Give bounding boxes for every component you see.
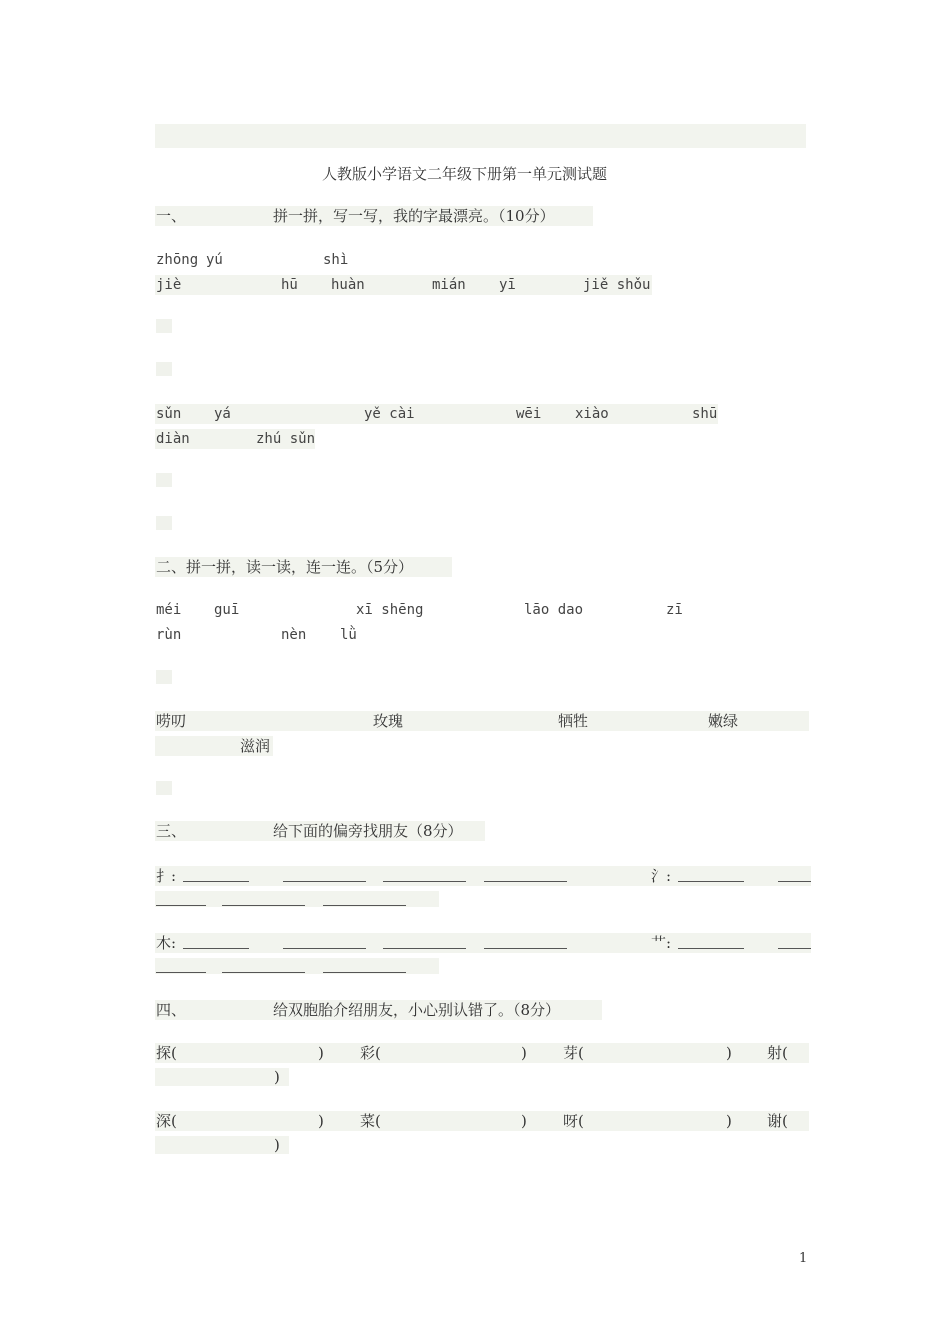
word: 牺牲: [558, 712, 589, 730]
pinyin-row-band: [155, 404, 718, 424]
section-3-heading: 给下面的偏旁找朋友（8分）: [273, 822, 463, 840]
pinyin: guī: [214, 602, 240, 618]
writing-box: [156, 473, 172, 487]
writing-box: [156, 362, 172, 376]
close-paren: ): [274, 1068, 280, 1086]
answer-line[interactable]: [678, 881, 744, 882]
pinyin: jiě shǒu: [583, 277, 651, 293]
word: 唠叨: [156, 712, 187, 730]
answer-line[interactable]: [156, 972, 206, 973]
section-1-heading: 拼一拼，写一写，我的字最漂亮。（10分）: [273, 207, 555, 225]
radical-row-band: [155, 933, 811, 953]
radical-label: 扌:: [156, 867, 177, 885]
twins-row-band: [155, 1111, 809, 1131]
pinyin: rùn: [156, 627, 182, 643]
section-4-number: 四、: [156, 1001, 187, 1019]
answer-line[interactable]: [323, 972, 406, 973]
writing-box: [156, 670, 172, 684]
close-paren: ): [274, 1136, 280, 1154]
pinyin: diàn: [156, 431, 190, 447]
word: 玫瑰: [373, 712, 404, 730]
pinyin: lǜ: [340, 627, 357, 643]
close-paren: ): [318, 1044, 324, 1062]
section-1-number: 一、: [156, 207, 187, 225]
writing-box: [156, 319, 172, 333]
word: 嫩绿: [708, 712, 739, 730]
close-paren: ): [521, 1112, 527, 1130]
pinyin: yá: [214, 406, 231, 422]
pinyin: lāo dao: [524, 602, 584, 618]
answer-line[interactable]: [156, 905, 206, 906]
twin-char: 深(: [156, 1112, 177, 1130]
pinyin: zhōng: [156, 252, 199, 268]
twins-row-band: [155, 1043, 809, 1063]
writing-box: [156, 781, 172, 795]
radical-label: 艹:: [651, 934, 672, 952]
pinyin: méi: [156, 602, 182, 618]
section-4-heading: 给双胞胎介绍朋友，小心别认错了。（8分）: [273, 1001, 561, 1019]
answer-line[interactable]: [323, 905, 406, 906]
header-band: [155, 124, 806, 148]
close-paren: ): [726, 1044, 732, 1062]
answer-line[interactable]: [383, 948, 466, 949]
twin-char: 菜(: [360, 1112, 381, 1130]
answer-line[interactable]: [283, 881, 366, 882]
answer-line[interactable]: [778, 948, 811, 949]
answer-line[interactable]: [778, 881, 811, 882]
page-title: 人教版小学语文二年级下册第一单元测试题: [322, 165, 608, 183]
pinyin: yī: [499, 277, 516, 293]
pinyin: nèn: [281, 627, 307, 643]
twin-char: 呀(: [563, 1112, 584, 1130]
pinyin: yú: [206, 252, 223, 268]
pinyin: xī shēng: [356, 602, 424, 618]
twin-char: 谢(: [767, 1112, 788, 1130]
answer-line[interactable]: [183, 881, 249, 882]
radical-row-band: [155, 866, 811, 886]
pinyin: wēi: [516, 406, 542, 422]
close-paren: ): [726, 1112, 732, 1130]
pinyin: shì: [323, 252, 349, 268]
pinyin-row-band: [155, 275, 652, 295]
close-paren: ): [318, 1112, 324, 1130]
pinyin: yě cài: [364, 406, 415, 422]
answer-line[interactable]: [222, 972, 305, 973]
twins-row-band: [155, 1136, 289, 1154]
answer-line[interactable]: [484, 881, 567, 882]
word: 滋润: [240, 737, 271, 755]
twins-row-band: [155, 1068, 289, 1086]
answer-line[interactable]: [678, 948, 744, 949]
twin-char: 彩(: [360, 1044, 381, 1062]
pinyin: shū: [692, 406, 718, 422]
section-3-number: 三、: [156, 822, 187, 840]
pinyin: mián: [432, 277, 466, 293]
answer-line[interactable]: [283, 948, 366, 949]
answer-line[interactable]: [484, 948, 567, 949]
twin-char: 射(: [767, 1044, 788, 1062]
pinyin: sǔn: [156, 406, 182, 422]
pinyin: jiè: [156, 277, 182, 293]
pinyin: hū: [281, 277, 298, 293]
pinyin: xiào: [575, 406, 609, 422]
writing-box: [156, 516, 172, 530]
radical-label: 氵:: [651, 867, 672, 885]
close-paren: ): [521, 1044, 527, 1062]
page-number: 1: [799, 1251, 808, 1266]
answer-line[interactable]: [222, 905, 305, 906]
section-2-heading: 二、拼一拼，读一读，连一连。（5分）: [156, 558, 414, 576]
answer-line[interactable]: [183, 948, 249, 949]
answer-line[interactable]: [383, 881, 466, 882]
twin-char: 探(: [156, 1044, 177, 1062]
radical-label: 木:: [156, 934, 177, 952]
twin-char: 芽(: [563, 1044, 584, 1062]
pinyin: zī: [666, 602, 683, 618]
pinyin: zhú sǔn: [256, 431, 316, 447]
pinyin: huàn: [331, 277, 365, 293]
